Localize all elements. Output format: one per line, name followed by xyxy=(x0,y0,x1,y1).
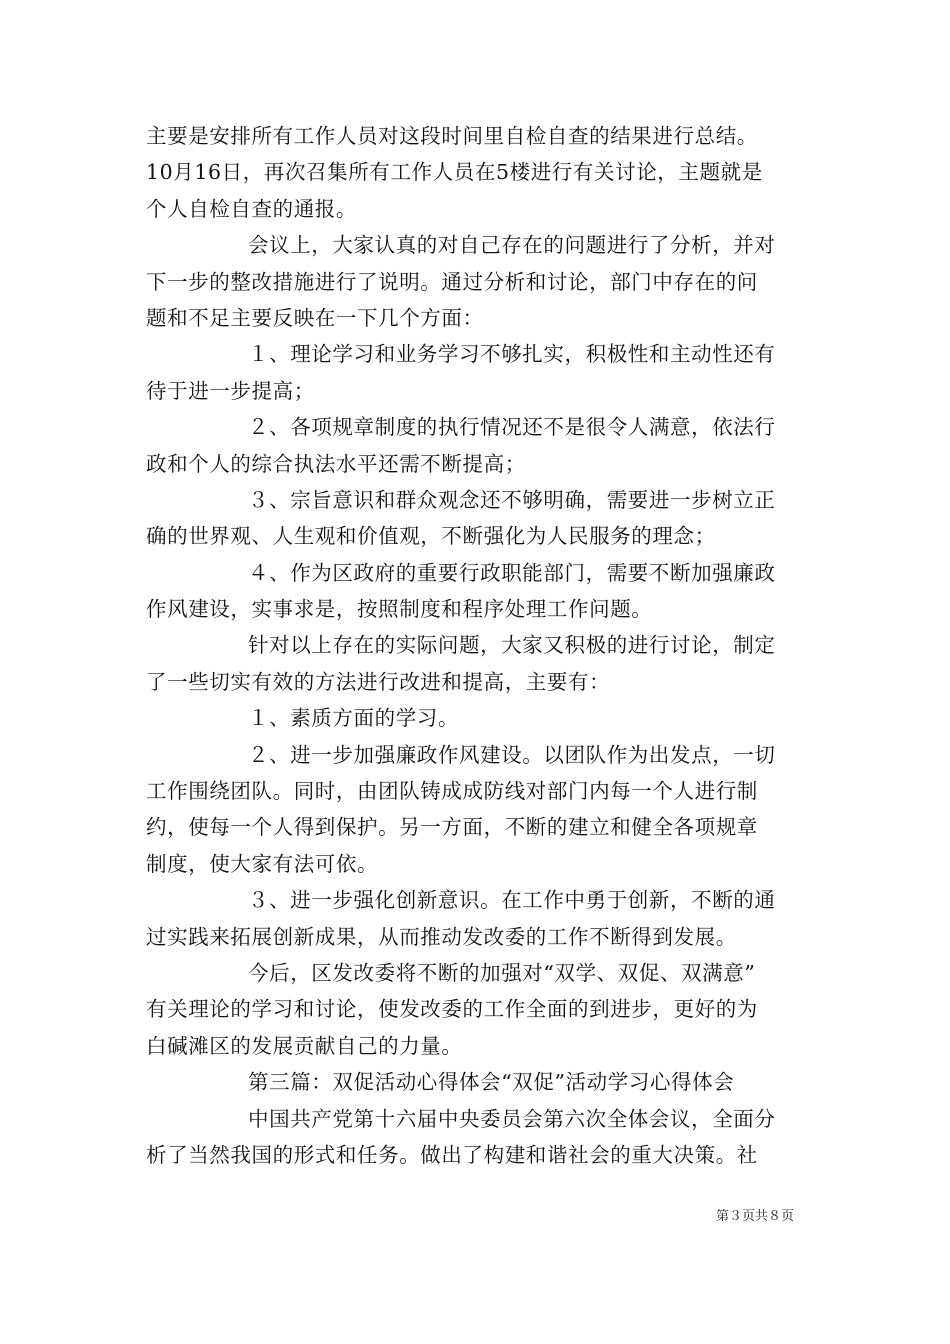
text-line: 今后，区发改委将不断的加强对“双学、双促、双满意” xyxy=(248,960,756,985)
text-line: 下一步的整改措施进行了说明。通过分析和讨论，部门中存在的问 xyxy=(146,269,758,294)
text-line: 作风建设，实事求是，按照制度和程序处理工作问题。 xyxy=(146,597,653,622)
text-line: 政和个人的综合执法水平还需不断提高； xyxy=(146,451,526,476)
text-line: 主要是安排所有工作人员对这段时间里自检自查的结果进行总结。 xyxy=(146,124,758,148)
text-line: 中国共产党第十六届中央委员会第六次全体会议，全面分 xyxy=(248,1106,776,1131)
text-line: 待于进一步提高； xyxy=(146,378,315,403)
list-item: ４、作为区政府的重要行政职能部门，需要不断加强廉政 xyxy=(248,560,776,585)
list-item: ２、各项规章制度的执行情况还不是很令人满意，依法行 xyxy=(248,415,776,440)
text-line: 题和不足主要反映在一下几个方面： xyxy=(146,305,484,330)
text-line: 有关理论的学习和讨论，使发改委的工作全面的到进步，更好的为 xyxy=(146,997,758,1022)
text-line: 个人自检自查的通报。 xyxy=(146,196,357,221)
text-line: 制度，使大家有法可依。 xyxy=(146,851,379,876)
text-line: 了一些切实有效的方法进行改进和提高，主要有： xyxy=(146,669,611,694)
text-line: 工作围绕团队。同时，由团队铸成成防线对部门内每一个人进行制 xyxy=(146,779,758,804)
page-number: 第３页共８页 xyxy=(716,1209,795,1224)
text-line: 针对以上存在的实际问题，大家又积极的进行讨论，制定 xyxy=(248,633,776,658)
list-item: ２、进一步加强廉政作风建设。以团队作为出发点，一切 xyxy=(248,742,776,767)
list-item: １、素质方面的学习。 xyxy=(248,706,459,731)
text-line: 约，使每一个人得到保护。另一方面，不断的建立和健全各项规章 xyxy=(146,815,758,840)
list-item: ３、进一步强化创新意识。在工作中勇于创新，不断的通 xyxy=(248,888,776,913)
list-item: ３、宗旨意识和群众观念还不够明确，需要进一步树立正 xyxy=(248,487,776,512)
text-line: 白碱滩区的发展贡献自己的力量。 xyxy=(146,1033,463,1058)
text-line: 过实践来拓展创新成果，从而推动发改委的工作不断得到发展。 xyxy=(146,924,737,949)
text-line: 10月16日，再次召集所有工作人员在5楼进行有关讨论，主题就是 xyxy=(146,160,763,185)
document-body xyxy=(146,118,811,1173)
section-heading: 第三篇：双促活动心得体会“双促”活动学习心得体会 xyxy=(248,1070,735,1095)
text-line: 确的世界观、人生观和价值观，不断强化为人民服务的理念； xyxy=(146,524,716,549)
list-item: １、理论学习和业务学习不够扎实，积极性和主动性还有 xyxy=(248,342,776,367)
text-line: 会议上，大家认真的对自己存在的问题进行了分析，并对 xyxy=(248,233,776,258)
text-line: 析了当然我国的形式和任务。做出了构建和谐社会的重大决策。社 xyxy=(146,1142,758,1167)
